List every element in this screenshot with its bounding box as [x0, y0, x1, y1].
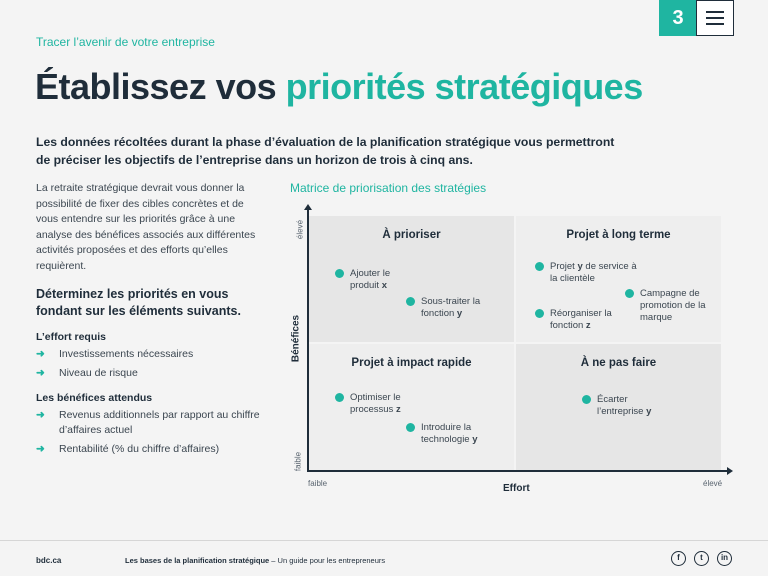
effort-heading: L’effort requis: [36, 331, 107, 343]
item-variable: y: [577, 261, 583, 272]
matrix-item: [421, 422, 499, 446]
dot-marker: [406, 297, 415, 306]
item-variable: x: [381, 280, 387, 291]
subheading: Déterminez les priorités en vous fondant sur les éléments suivants.: [36, 287, 241, 318]
list-item-text: Revenus additionnels par rapport au chiffre d’affaires actuel: [59, 409, 260, 436]
matrix-item: [550, 308, 635, 332]
list-item-text: Rentabilité (% du chiffre d’affaires): [59, 443, 220, 455]
item-label: Sous-traiter la fonction: [421, 296, 481, 319]
quadrant-quick-impact: [309, 344, 514, 470]
twitter-icon[interactable]: t: [694, 551, 709, 566]
quadrant-title: À prioriser: [382, 229, 441, 241]
arrow-right-icon: ➜: [36, 348, 45, 360]
matrix-item: [350, 268, 410, 292]
item-label: Écarter l’entreprise: [597, 394, 647, 417]
item-variable: z: [395, 404, 401, 415]
x-axis-line: [307, 470, 729, 472]
item-variable: y: [646, 406, 652, 417]
arrow-right-icon: ➜: [36, 367, 45, 379]
item-variable: y: [456, 308, 463, 319]
list-item-text: Niveau de risque: [59, 367, 138, 379]
arrow-right-icon: [727, 467, 733, 475]
quadrant-long-term: [516, 216, 721, 342]
guide-title: [125, 556, 385, 565]
quadrant-title: À ne pas faire: [580, 357, 657, 369]
dot-marker: [335, 269, 344, 278]
quadrant-avoid: [516, 344, 721, 470]
arrow-right-icon: ➜: [36, 409, 45, 421]
guide-title-rest: – Un guide pour les entrepreneurs: [269, 556, 386, 565]
matrix-item: [550, 261, 645, 285]
matrix-item: [421, 296, 501, 320]
body-paragraph: La retraite stratégique devrait vous donner la possibilité de fixer des cibles concrètes et de vous entendre sur les priorités grâce à une analyse des bénéfices associés aux différentes activités proposées et des efforts qu’elles requièrent.: [36, 182, 256, 272]
left-column: [36, 181, 261, 457]
matrix-item: [597, 394, 672, 418]
list-item: [36, 366, 261, 381]
dot-marker: [335, 393, 344, 402]
hamburger-icon-line: [706, 11, 724, 13]
dot-marker: [582, 395, 591, 404]
page-number: 3: [659, 0, 697, 36]
dot-marker: [535, 262, 544, 271]
arrow-right-icon: ➜: [36, 443, 45, 455]
quadrant-title: Projet à long terme: [566, 229, 671, 241]
benefits-heading: Les bénéfices attendus: [36, 392, 153, 404]
effort-list: [36, 347, 261, 381]
item-label: Ajouter le produit: [350, 268, 391, 291]
item-label: Campagne de promotion de la marque: [640, 288, 706, 323]
item-label: Introduire la technologie: [421, 422, 473, 445]
title-part-accent: priorités stratégiques: [285, 66, 643, 107]
hamburger-icon-line: [706, 23, 724, 25]
facebook-icon[interactable]: f: [671, 551, 686, 566]
intro-text: Les données récoltées durant la phase d’évaluation de la planification stratégique vous permettront de préciser les objectifs de l’entreprise dans un horizon de trois à cinq ans.: [36, 135, 615, 167]
section-eyebrow: Tracer l’avenir de votre entreprise: [36, 35, 215, 49]
page-title: [35, 66, 643, 108]
dot-marker: [535, 309, 544, 318]
y-axis-label: Bénéfices: [290, 314, 302, 363]
item-variable: z: [585, 320, 591, 331]
quadrant-title: Projet à impact rapide: [351, 357, 472, 369]
item-label: Optimiser le processus: [350, 392, 401, 415]
dot-marker: [625, 289, 634, 298]
item-label-suffix: de service à la clientèle: [550, 261, 637, 284]
arrow-up-icon: [304, 204, 312, 210]
matrix-item: [350, 392, 425, 416]
x-axis-label: Effort: [503, 483, 530, 494]
matrix-title: Matrice de priorisation des stratégies: [290, 181, 487, 195]
matrix-item: [640, 288, 710, 324]
y-axis-line: [307, 208, 309, 472]
x-axis-low-label: faible: [308, 479, 328, 488]
item-label: Réorganiser la fonction: [550, 308, 612, 331]
list-item: [36, 347, 261, 362]
y-axis-high-label: élevé: [295, 219, 305, 240]
priority-matrix: [309, 216, 721, 470]
title-part-dark: Établissez vos: [35, 66, 286, 107]
quadrant-prioritize: [309, 216, 514, 342]
list-item: [36, 442, 261, 457]
menu-button[interactable]: [696, 0, 734, 36]
x-axis-high-label: élevé: [703, 479, 723, 488]
hamburger-icon-line: [706, 17, 724, 19]
item-variable: y: [472, 434, 478, 445]
dot-marker: [406, 423, 415, 432]
list-item: [36, 408, 261, 438]
site-link[interactable]: bdc.ca: [36, 556, 62, 565]
list-item-text: Investissements nécessaires: [59, 348, 194, 360]
y-axis-low-label: faible: [293, 451, 303, 472]
guide-title-bold: Les bases de la planification stratégique: [125, 556, 270, 565]
item-label: Projet: [550, 261, 578, 272]
footer: [0, 540, 768, 576]
benefits-list: [36, 408, 261, 457]
linkedin-icon[interactable]: in: [717, 551, 732, 566]
